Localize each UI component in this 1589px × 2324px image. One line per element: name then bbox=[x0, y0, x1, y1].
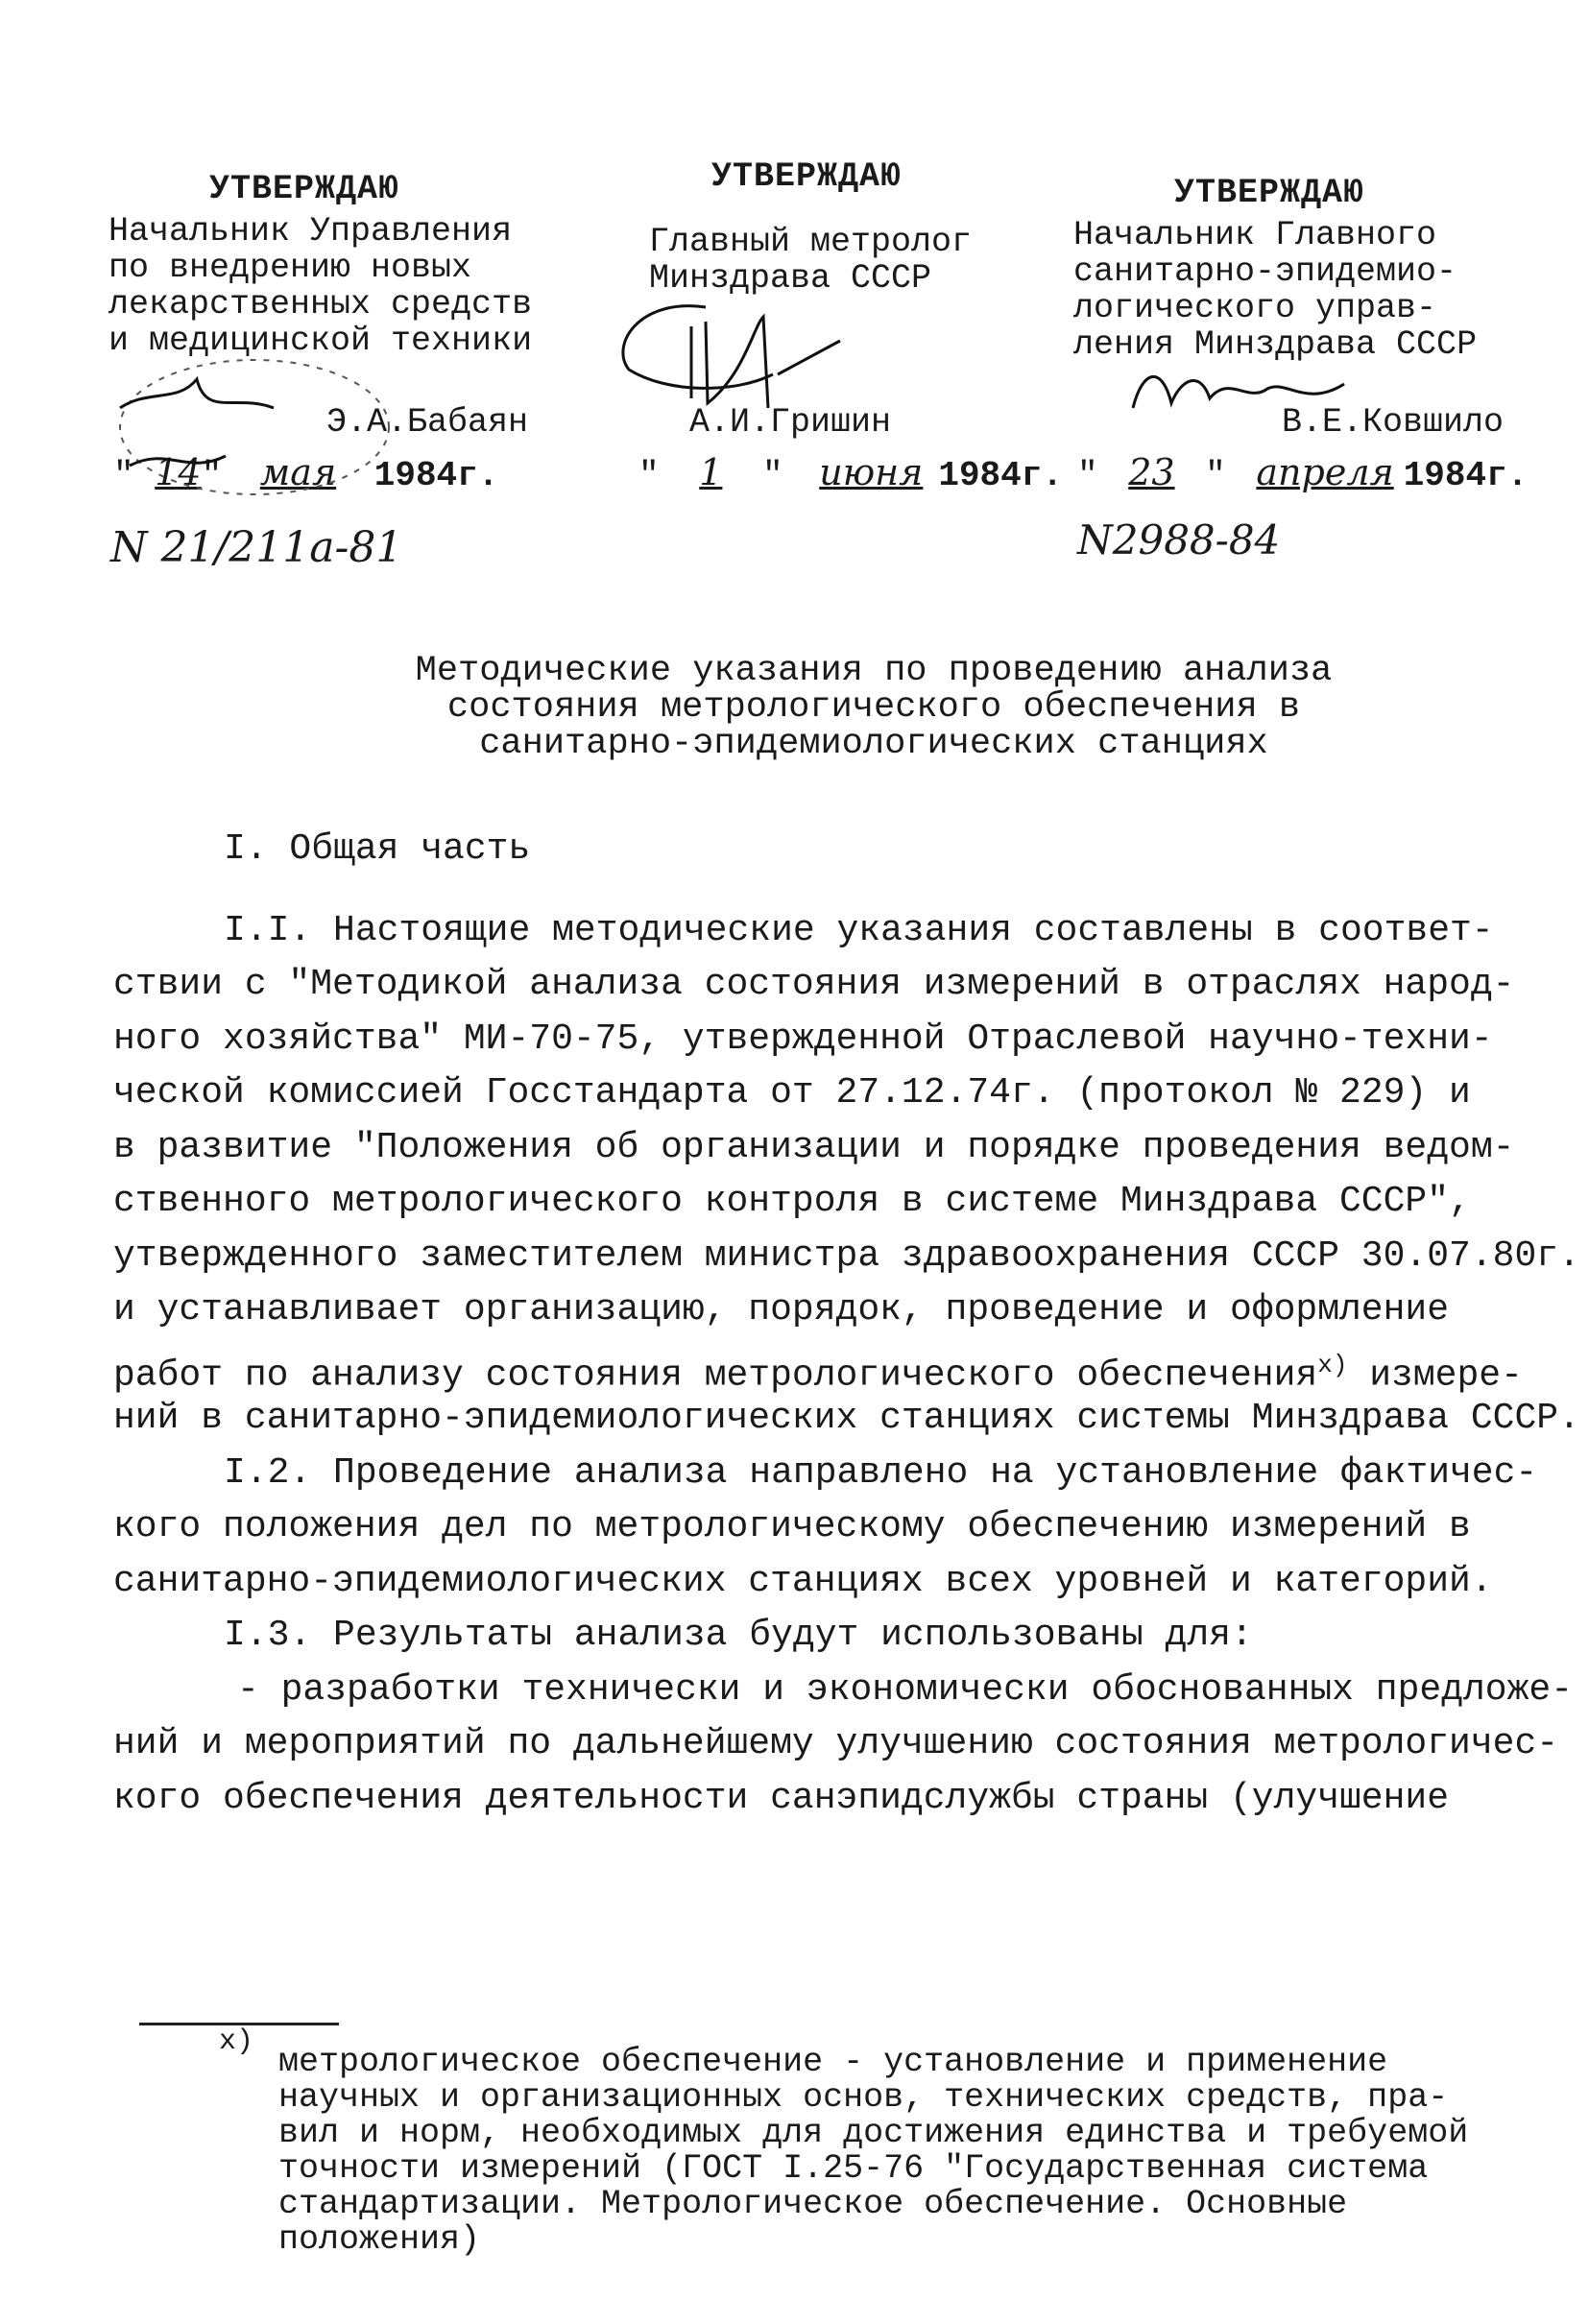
footnote-reference: x) bbox=[1317, 1351, 1348, 1379]
body-line: - разработки технически и экономически обоснованных предложе- bbox=[237, 1669, 1574, 1711]
body-line: I.2. Проведение анализа направлено на установление фактичес- bbox=[224, 1452, 1538, 1494]
approval-heading: УТВЕРЖДАЮ bbox=[1174, 174, 1365, 212]
approval-position-line: Главный метролог bbox=[649, 223, 973, 261]
approval-date-year: 1984г. bbox=[938, 456, 1063, 495]
approval-position-line: Начальник Управления bbox=[108, 212, 513, 251]
title-line: Методические указания по проведению анализа bbox=[415, 651, 1333, 691]
approval-date: " 23 " апреля 1984г. bbox=[1077, 451, 1529, 495]
footnote-line: положения) bbox=[278, 2220, 481, 2259]
approval-date-year: 1984г. bbox=[373, 456, 499, 495]
approval-position-line: лекарственных средств bbox=[108, 285, 533, 323]
approval-date-month: апреля bbox=[1256, 451, 1394, 493]
approval-position-line: Минздрава СССР bbox=[649, 259, 932, 298]
approval-position-line: Начальник Главного bbox=[1073, 216, 1437, 254]
stamp-signature-1 bbox=[110, 350, 398, 514]
approval-date: " 1 " июня 1984г. bbox=[638, 451, 1063, 495]
approval-heading: УТВЕРЖДАЮ bbox=[209, 170, 400, 208]
body-line: и устанавливает организацию, порядок, проведение и оформление bbox=[113, 1289, 1450, 1330]
approval-position-line: санитарно-эпидемио- bbox=[1073, 252, 1457, 291]
approval-date-month: мая bbox=[259, 451, 337, 493]
approval-block-2 bbox=[649, 158, 972, 297]
body-line-text: работ по анализу состояния метрологического обеспечения bbox=[113, 1354, 1318, 1397]
body-line: ний и мероприятий по дальнейшему улучшению состояния метрологичес- bbox=[113, 1723, 1559, 1764]
approval-position-line: ления Минздрава СССР bbox=[1073, 325, 1478, 364]
approval-date-day: 23 bbox=[1128, 451, 1175, 493]
registration-number: N2988-84 bbox=[1077, 516, 1281, 563]
approval-heading: УТВЕРЖДАЮ bbox=[711, 157, 903, 196]
approval-position-line: по внедрению новых bbox=[108, 249, 472, 287]
registration-number: N 21/211а-81 bbox=[110, 523, 403, 572]
approval-date-day: 1 bbox=[699, 451, 723, 493]
approval-date-year: 1984г. bbox=[1403, 456, 1529, 495]
body-line: кого положения дел по метрологическому обеспечению измерений в bbox=[113, 1506, 1471, 1547]
approval-date-month: июня bbox=[819, 451, 924, 493]
footnote-line: метрологическое обеспечение - установление и применение bbox=[278, 2043, 1388, 2081]
approval-block-3 bbox=[1073, 175, 1477, 363]
body-line: ственного метрологического контроля в системе Минздрава СССР", bbox=[113, 1181, 1471, 1222]
document-title bbox=[288, 653, 1459, 762]
body-line: санитарно-эпидемиологических станциях всех уровней и категорий. bbox=[113, 1561, 1493, 1602]
section-heading: I. Общая часть bbox=[224, 828, 531, 870]
approval-name: В.Е.Ковшило bbox=[1282, 403, 1505, 442]
body-line: ного хозяйства" МИ-70-75, утвержденной Отраслевой научно-техни- bbox=[113, 1018, 1493, 1060]
body-line: кого обеспечения деятельности санэпидслужбы страны (улучшение bbox=[113, 1778, 1450, 1819]
approval-name: А.И.Гришин bbox=[689, 403, 892, 442]
footnote-line: стандартизации. Метрологическое обеспечение. Основные bbox=[278, 2185, 1348, 2223]
approval-name: Э.А.Бабаян bbox=[326, 403, 529, 442]
body-line: ствии с "Методикой анализа состояния измерений в отраслях народ- bbox=[113, 964, 1515, 1005]
title-line: санитарно-эпидемиологических станциях bbox=[479, 724, 1268, 764]
footnote-line: научных и организационных основ, технических средств, пра- bbox=[278, 2078, 1449, 2117]
title-line: состояния метрологического обеспечения в bbox=[446, 687, 1301, 728]
body-line: ческой комиссией Госстандарта от 27.12.74г. (протокол № 229) и bbox=[113, 1072, 1471, 1114]
approval-position-line: логического управ- bbox=[1073, 289, 1437, 327]
approval-date: " 14" мая 1984г. bbox=[113, 451, 499, 495]
body-line: I.I. Настоящие методические указания составлены в соответ- bbox=[224, 910, 1494, 951]
body-line: ний в санитарно-эпидемиологических станциях системы Минздрава СССР. bbox=[113, 1398, 1580, 1439]
approval-position-line: и медицинской техники bbox=[108, 322, 533, 360]
body-line-text: измере- bbox=[1347, 1354, 1523, 1397]
body-line: I.3. Результаты анализа будут использованы для: bbox=[224, 1615, 1253, 1656]
signature-2 bbox=[600, 288, 888, 422]
body-line: утвержденного заместителем министра здравоохранения СССР 30.07.80г. bbox=[113, 1235, 1580, 1277]
footnote-marker: x) bbox=[219, 2025, 254, 2058]
body-line: в развитие "Положения об организации и порядке проведения ведом- bbox=[113, 1127, 1515, 1168]
footnote-line: точности измерений (ГОСТ I.25-76 "Государственная система bbox=[278, 2149, 1429, 2188]
approval-date-day: 14 bbox=[155, 451, 202, 493]
footnote-line: вил и норм, необходимых для достижения единства и требуемой bbox=[278, 2114, 1469, 2152]
approval-block-1 bbox=[108, 171, 532, 359]
